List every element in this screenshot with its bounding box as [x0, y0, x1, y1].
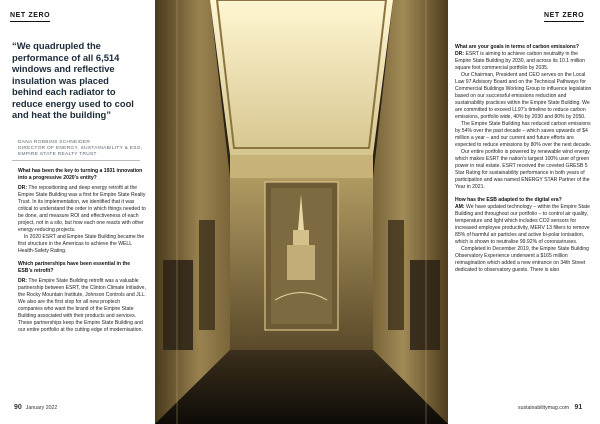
section-tag-right: NET ZERO [544, 12, 584, 22]
answer-4-paragraph-2: Completed in December 2019, the Empire State Building Observatory Experience underwent a $165 million reimagination which added a new entrance on 34th Street dedicated to observatory guests. There is also [455, 246, 589, 273]
left-article-column [18, 168, 146, 334]
answer-1-paragraph-2: In 2020 ESRT and Empire State Building became the first structure in the Americas to achieve the WELL Health-Safety Rating. [18, 234, 145, 254]
left-page-number: 90 [14, 404, 22, 411]
answer-3-paragraph-3: The Empire State Building has reduced carbon emissions by 54% over the past decade – which saves upwards of $4 million a year – and our current and future efforts are expected to reduce emissions by 80% over the next decade. [455, 121, 592, 148]
footer-left [14, 404, 57, 411]
section-tag-left: NET ZERO [10, 12, 50, 22]
site-name: sustainabilitymag.com [518, 405, 570, 411]
issue-date: January 2022 [25, 405, 58, 411]
answer-2-paragraph-1: DR: The Empire State Building retrofit was a valuable partnership between ESRT, the Clinton Climate Initiative, the Rocky Mountain Institute, Johnson Controls and JLL. We also are the first stop for all new proptech companies who want the brand of the Empire State Building associated with their products and services. These partnerships keep the Empire State Building and our entire portfolio at the cutting edge of modernisation. [18, 278, 146, 333]
answer-3-paragraph-1: DR: ESRT is aiming to achieve carbon neutrality in the Empire State Building by 2030, and across its 10.1 million square foot commercial portfolio by 2035. [455, 51, 585, 71]
byline-title: DIRECTOR OF ENERGY, SUSTAINABILITY & ESG, [18, 146, 143, 151]
empire-state-lobby-photo [155, 0, 448, 424]
question-4: How has the ESB adapted to the digital era? [455, 197, 562, 203]
right-article-column [455, 44, 592, 274]
question-1: What has been the key to turning a 1931 innovation into a progressive 2020’s entity? [18, 168, 143, 181]
byline [18, 140, 142, 158]
question-3: What are your goals in terms of carbon emissions? [455, 44, 579, 50]
answer-3-paragraph-4: Our entire portfolio is powered by renewable wind energy which makes ESRT the nation’s largest 100% user of green power in real estate. ESRT received the coveted GRESB 5 Star Rating for sustainability performance in both years of participation and was named ENERGY STAR Partner of the Year in 2021. [455, 149, 590, 190]
lobby-illustration [155, 0, 448, 424]
byline-company: EMPIRE STATE REALTY TRUST [18, 152, 97, 157]
answer-1-paragraph-1: DR: The repositioning and deep energy retrofit at the Empire State Building was a first for Empire State Realty Trust. In its implementation, we identified that it was critical to understand the order in which things needed to be done, and measure ROI and effectiveness of each project, not in a silo, but how each one reacts with other energy-reducing projects. [18, 185, 146, 233]
pull-quote: “We quadrupled the performance of all 6,514 windows and reflective insulation was placed behind each radiator to reduce energy used to cool and heat the building” [12, 40, 134, 120]
divider [12, 160, 140, 161]
question-2: Which partnerships have been essential in the ESB’s retrofit? [18, 261, 131, 274]
right-page-number: 91 [574, 404, 583, 411]
byline-name: DANA ROBBINS SCHNEIDER [18, 140, 91, 145]
answer-4-paragraph-1: AM: We have updated technology – within the Empire State Building and throughout our portfolio – to control air quality, temperature and light which includes CO2 sensors for increased employee productivity, MERV 13 filters to remove 85% of harmful air particles and active bi-polar ionisation, which is shown to neutralise 99.92% of coronaviruses. [455, 204, 590, 245]
footer-right [518, 404, 582, 411]
answer-3-paragraph-2: Our Chairman, President and CEO serves on the Local Law 97 Advisory Board and on the Technical Pathways for Commercial Buildings Working Group to influence legislation based on our successful emissions reduction and sustainability practices within the Empire State Building. We are committed to exceed LL97’s timeline to reduce carbon emissions, portfolio wide, 40% by 2030 and 80% by 2050. [455, 72, 592, 120]
